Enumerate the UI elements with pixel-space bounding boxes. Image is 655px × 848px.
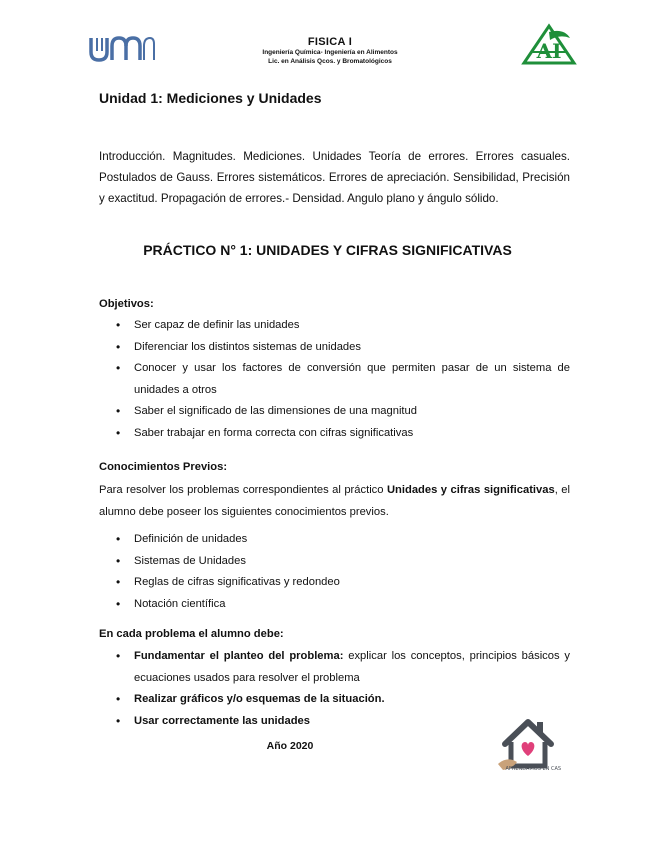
list-item — [99, 646, 570, 689]
list-item: • Definición de unidades — [99, 529, 570, 551]
unit-title: Unidad 1: Mediciones y Unidades — [99, 90, 322, 106]
prior-list — [99, 529, 570, 615]
duty-2: Realizar gráficos y/o esquemas de la situación. — [134, 693, 385, 705]
university-logo — [88, 32, 156, 71]
faculty-logo — [520, 22, 578, 71]
house-heart-logo — [495, 712, 561, 783]
prior-knowledge-section — [99, 461, 570, 615]
course-title: FISICA I — [307, 36, 353, 48]
list-item: • Saber el significado de las dimensiones de una magnitud — [99, 401, 570, 423]
header-line-2: Lic. en Análisis Qcos. y Bromatológicos — [268, 58, 392, 65]
page-header — [220, 36, 440, 66]
objectives-section — [99, 298, 570, 444]
header-line-1: Ingeniería Química- Ingeniería en Alimentos — [262, 49, 398, 56]
year-label: Año 2020 — [266, 740, 314, 752]
prior-paragraph — [99, 480, 570, 523]
prior-text-bold: Unidades y cifras significativas — [386, 484, 555, 496]
prior-text-start: Para resolver los problemas correspondientes al práctico — [99, 484, 387, 496]
list-item: • Notación científica — [99, 594, 570, 616]
objectives-list — [99, 315, 570, 444]
objectives-heading: Objetivos: — [99, 298, 154, 310]
list-item: • Saber trabajar en forma correcta con cifras significativas — [99, 423, 570, 445]
list-item: • Reglas de cifras significativas y redondeo — [99, 572, 570, 594]
duty-3: Usar correctamente las unidades — [134, 714, 310, 727]
prior-heading: Conocimientos Previos: — [99, 461, 228, 473]
svg-text:AI: AI — [536, 39, 562, 63]
list-item: • Ser capaz de definir las unidades — [99, 315, 570, 337]
list-item: • Conocer y usar los factores de conversión que permiten pasar de un sistema de unidades a otros — [99, 358, 570, 401]
list-item: • Diferenciar los distintos sistemas de unidades — [99, 337, 570, 359]
prior-text-end: , el alumno debe poseer los siguientes conocimientos previos. — [99, 484, 570, 518]
duties-heading: En cada problema el alumno debe: — [99, 628, 284, 640]
duty-1-text: explicar los conceptos, principios básicos y ecuaciones usados para resolver el problema — [134, 650, 570, 684]
house-logo-text: APRENDAMOS EN CASA — [505, 766, 561, 772]
practice-title: PRÁCTICO N° 1: UNIDADES Y CIFRAS SIGNIFICATIVAS — [143, 242, 512, 258]
list-item: • Sistemas de Unidades — [99, 551, 570, 573]
intro-paragraph: Introducción. Magnitudes. Mediciones. Unidades Teoría de errores. Errores casuales. Postulados de Gauss. Errores sistemáticos. Errores de apreciación. Sensibilidad, Precisión y exactitud. Propagación de errores.- Densidad. Angulo plano y ángulo sólido. — [99, 150, 570, 205]
list-item — [99, 689, 570, 711]
duty-1-bold: Fundamentar el planteo del problema: — [134, 650, 344, 662]
